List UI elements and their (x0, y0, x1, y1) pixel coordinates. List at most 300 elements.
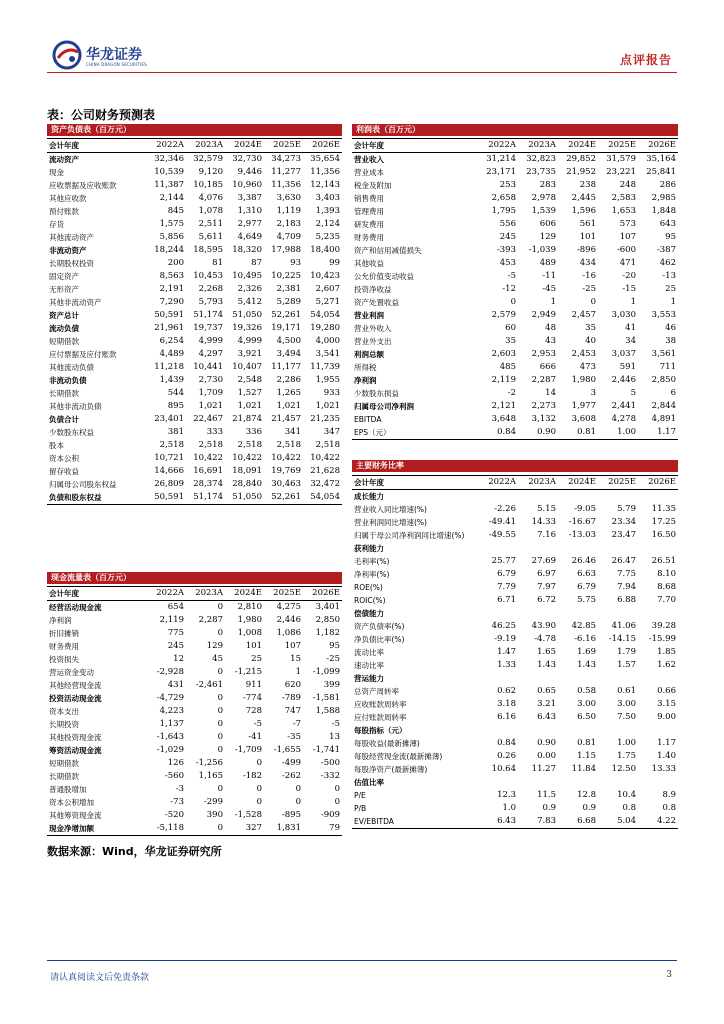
table-row (352, 283, 678, 296)
table-row (47, 822, 342, 836)
cell-value (638, 490, 678, 504)
cell-value: 25 (251, 654, 262, 664)
cell-value: -13 (662, 271, 676, 281)
table-row (47, 491, 342, 505)
cell-value: 200 (167, 258, 184, 268)
cell-value: 32,346 (154, 154, 184, 164)
cell-value: 286 (659, 180, 676, 190)
cell-value: -520 (164, 810, 184, 820)
cell-value: 1.33 (497, 660, 516, 670)
table-header-row (352, 476, 678, 490)
cell-value: -1,655 (273, 745, 301, 755)
cell-value: 0 (256, 784, 262, 794)
cell-value: -73 (170, 797, 184, 807)
cell-value: 10,407 (232, 362, 262, 372)
cell-value: 1.75 (617, 751, 636, 761)
table-row (352, 361, 678, 374)
cell-value: -41 (248, 732, 262, 742)
cell-value (638, 542, 678, 555)
cell-value: 561 (579, 219, 596, 229)
cashflow-title: 现金流量表（百万元） (47, 572, 342, 584)
row-label: 资本公积增加 (49, 798, 94, 807)
cell-value: 7.79 (497, 582, 516, 592)
table-row (352, 516, 678, 529)
cell-value: 51,050 (232, 310, 262, 320)
cell-value: 18,320 (232, 245, 262, 255)
cell-value: 16,691 (193, 466, 223, 476)
cell-value: 16.50 (651, 530, 676, 540)
cell-value: 6.79 (497, 569, 516, 579)
cell-value: -6.16 (574, 634, 596, 644)
table-row (352, 763, 678, 776)
row-label: 少数股东损益 (354, 389, 399, 398)
row-label: 其他流动负债 (49, 363, 94, 372)
cell-value: 12.8 (577, 790, 596, 800)
table-row (352, 620, 678, 633)
cell-value: 3,541 (315, 349, 340, 359)
cell-value: 19,280 (310, 323, 340, 333)
cell-value: 253 (499, 180, 516, 190)
cell-value: 2,286 (276, 375, 301, 385)
cell-value: -895 (281, 810, 301, 820)
cell-value: 14 (545, 388, 556, 398)
cell-value: 0.81 (558, 426, 598, 440)
cell-value: 1,980 (571, 375, 596, 385)
cell-value: 1,575 (159, 219, 184, 229)
cell-value (518, 672, 558, 685)
cell-value: 87 (251, 258, 262, 268)
cell-value: 32,730 (232, 154, 262, 164)
cell-value: -11 (542, 271, 556, 281)
table-row (352, 348, 678, 361)
cell-value: 245 (499, 232, 516, 242)
year-header: 2024E (558, 139, 598, 153)
cell-value: 485 (499, 362, 516, 372)
cell-value: 10,423 (310, 271, 340, 281)
cell-value: -3 (175, 784, 184, 794)
cell-value (638, 607, 678, 620)
cell-value: -7 (292, 719, 301, 729)
table-row (352, 205, 678, 218)
cell-value: 101 (579, 232, 596, 242)
cell-value: -2,461 (195, 680, 223, 690)
cell-value: -2,928 (156, 667, 184, 677)
cell-value: 10.64 (491, 764, 516, 774)
cell-value (518, 607, 558, 620)
cell-value: 11.84 (571, 764, 596, 774)
row-label: 流动比率 (354, 648, 384, 657)
cell-value: 2,119 (491, 375, 516, 385)
cell-value: 2,844 (651, 401, 676, 411)
cell-value: 2,953 (531, 349, 556, 359)
cell-value: 0.58 (577, 686, 596, 696)
cell-value: 6.97 (537, 569, 556, 579)
cell-value: 2,457 (571, 310, 596, 320)
cell-value: 0 (217, 706, 223, 716)
cell-value: 30,463 (271, 479, 301, 489)
row-label: 股本 (49, 441, 64, 450)
cell-value: 10.4 (617, 790, 636, 800)
row-label: 净负债比率(%) (354, 635, 405, 644)
cell-value: 15 (290, 654, 301, 664)
cell-value: 45 (212, 654, 223, 664)
table-row (47, 348, 342, 361)
cell-value: 23.34 (611, 517, 636, 527)
table-row (352, 555, 678, 568)
cell-value: 1.00 (598, 426, 638, 440)
cell-value: 17,988 (271, 245, 301, 255)
cell-value: -1,643 (156, 732, 184, 742)
row-label: 流动资产 (49, 155, 79, 164)
cell-value: 1 (630, 297, 636, 307)
year-header: 2023A (518, 476, 558, 490)
cell-value: 5,271 (315, 297, 340, 307)
cell-value: 7.94 (617, 582, 636, 592)
cell-value: 0.66 (657, 686, 676, 696)
cell-value: -5 (253, 719, 262, 729)
cell-value: 7.97 (537, 582, 556, 592)
cell-value: -1,039 (528, 245, 556, 255)
table-row (47, 653, 342, 666)
table-row (47, 770, 342, 783)
row-label: 负债和股东权益 (47, 491, 147, 505)
report-type: 点评报告 (619, 53, 672, 67)
table-row (47, 757, 342, 770)
cell-value: 1,977 (571, 401, 596, 411)
cell-value: -13.03 (568, 530, 596, 540)
table-row (47, 309, 342, 322)
cell-value: 42.85 (571, 621, 596, 631)
cell-value: 4,297 (198, 349, 223, 359)
cell-value: 7.75 (617, 569, 636, 579)
table-row (352, 542, 678, 555)
cell-value: 0 (217, 667, 223, 677)
header-divider (47, 72, 677, 73)
table-row (47, 614, 342, 627)
cell-value: 1,086 (276, 628, 301, 638)
row-label: 资产总计 (49, 311, 79, 320)
cell-value: 2,191 (159, 284, 184, 294)
table-row (47, 153, 342, 167)
table-row (352, 802, 678, 815)
cell-value: 1,310 (237, 206, 262, 216)
cell-value: 4,275 (276, 602, 301, 612)
table-row (352, 270, 678, 283)
cell-value: -49.41 (488, 517, 516, 527)
cell-value: 399 (323, 680, 340, 690)
table-row (352, 646, 678, 659)
table-row (47, 692, 342, 705)
row-label: 估值比率 (354, 778, 384, 787)
year-header: 2023A (518, 139, 558, 153)
cell-value (558, 542, 598, 555)
row-label: 公允价值变动收益 (354, 272, 414, 281)
cell-value: 3 (590, 388, 596, 398)
cell-value: 747 (284, 706, 301, 716)
table-row (47, 296, 342, 309)
row-label: 存货 (49, 220, 64, 229)
cell-value: 8.9 (662, 790, 676, 800)
cell-value: 1,265 (276, 388, 301, 398)
cell-value: 0 (510, 297, 516, 307)
cell-value: 10,495 (232, 271, 262, 281)
table-row (47, 744, 342, 757)
cell-value: 11,387 (154, 180, 184, 190)
row-label: 营业利润 (354, 311, 384, 320)
row-label: 现金净增加额 (47, 822, 147, 836)
cell-value: -1,581 (312, 693, 340, 703)
row-label: 现金 (49, 168, 64, 177)
cell-value (518, 776, 558, 789)
cell-value: 333 (206, 427, 223, 437)
table-row (352, 607, 678, 620)
cell-value: 60 (505, 323, 516, 333)
cell-value: 51,174 (186, 491, 225, 505)
cell-value: -1,709 (234, 745, 262, 755)
cell-value (598, 724, 638, 737)
cell-value: -2 (507, 388, 516, 398)
cell-value: 23,735 (526, 167, 556, 177)
cell-value: 31,579 (606, 154, 636, 164)
table-row (47, 452, 342, 465)
row-label: 每股净资产(最新摊薄) (354, 765, 428, 774)
cell-value: 933 (323, 388, 340, 398)
row-label: 负债合计 (49, 415, 79, 424)
cell-value (558, 672, 598, 685)
cell-value: 8.68 (657, 582, 676, 592)
table-row (47, 166, 342, 179)
cell-value: 0 (217, 784, 223, 794)
cell-value: 26.46 (571, 556, 596, 566)
cell-value: 0.90 (518, 426, 558, 440)
cell-value: 11.35 (651, 504, 676, 514)
cell-value: 0 (295, 784, 301, 794)
row-label: 每股指标（元） (354, 726, 407, 735)
row-label: 资本支出 (49, 707, 79, 716)
cell-value: 18,595 (193, 245, 223, 255)
cell-value: 0 (217, 719, 223, 729)
row-label: 速动比率 (354, 661, 384, 670)
cell-value: 10,422 (193, 453, 223, 463)
cell-value (558, 776, 598, 789)
row-label: 预付账款 (49, 207, 79, 216)
cell-value: 4,000 (315, 336, 340, 346)
table-row (47, 322, 342, 335)
table-row (352, 737, 678, 750)
table-row (47, 335, 342, 348)
cell-value: 643 (659, 219, 676, 229)
cell-value: 6.43 (537, 712, 556, 722)
cell-value: 5,235 (315, 232, 340, 242)
row-label: 营运资金变动 (49, 668, 94, 677)
cell-value: 26.47 (611, 556, 636, 566)
table-row (47, 179, 342, 192)
cell-value: 2,548 (237, 375, 262, 385)
cell-value: 8.10 (657, 569, 676, 579)
table-row (47, 231, 342, 244)
table-row (352, 231, 678, 244)
cell-value (598, 607, 638, 620)
cell-value: 1,021 (237, 401, 262, 411)
cell-value: 0 (256, 758, 262, 768)
year-header: 2025E (598, 139, 638, 153)
cell-value: 10,539 (154, 167, 184, 177)
cell-value: 6.79 (577, 582, 596, 592)
row-label: 资产负债率(%) (354, 622, 405, 631)
cell-value: 11,739 (310, 362, 340, 372)
row-label: 资产处置收益 (354, 298, 399, 307)
cell-value: 1,980 (237, 615, 262, 625)
cell-value: 5,412 (237, 297, 262, 307)
cell-value: 2,453 (571, 349, 596, 359)
cell-value: 0.84 (478, 426, 518, 440)
cell-value (518, 724, 558, 737)
cell-value: 0 (186, 822, 225, 836)
row-label: 营业成本 (354, 168, 384, 177)
cell-value: 0.62 (497, 686, 516, 696)
cell-value: -393 (496, 245, 516, 255)
cell-value: 23,171 (486, 167, 516, 177)
cell-value: -25 (326, 654, 340, 664)
table-row (47, 705, 342, 718)
table-row (352, 776, 678, 789)
cell-value: 5.75 (577, 595, 596, 605)
row-label: 销售费用 (354, 194, 384, 203)
row-label: 成长能力 (354, 492, 384, 501)
table-row (47, 718, 342, 731)
balance-sheet-title: 资产负债表（百万元） (47, 124, 342, 136)
cell-value: 7,290 (159, 297, 184, 307)
cell-value: 2,287 (531, 375, 556, 385)
year-header: 2025E (264, 587, 303, 601)
table-row (352, 309, 678, 322)
cell-value: 4,891 (651, 414, 676, 424)
cell-value (478, 490, 518, 504)
year-header: 2023A (186, 139, 225, 153)
cell-value: 2,273 (531, 401, 556, 411)
cell-value: 51,050 (225, 491, 264, 505)
cell-value: -5 (331, 719, 340, 729)
cell-value: 26.51 (651, 556, 676, 566)
row-label: 财务费用 (49, 642, 79, 651)
cell-value: 13.33 (651, 764, 676, 774)
table-row (352, 724, 678, 737)
cell-value: 4.22 (638, 815, 678, 829)
cell-value: 3.00 (577, 699, 596, 709)
cell-value: 6 (670, 388, 676, 398)
cell-value: 2,579 (491, 310, 516, 320)
row-label: EV/EBITDA (352, 815, 478, 829)
table-row (352, 568, 678, 581)
table-row (352, 633, 678, 646)
cell-value: 1,182 (315, 628, 340, 638)
row-label: 财务费用 (354, 233, 384, 242)
row-label: 留存收益 (49, 467, 79, 476)
cell-value: 3,387 (237, 193, 262, 203)
cell-value (478, 776, 518, 789)
cell-value (478, 542, 518, 555)
cell-value: 10,185 (193, 180, 223, 190)
cell-value: 1,021 (198, 401, 223, 411)
cell-value: 81 (212, 258, 223, 268)
cell-value: 711 (659, 362, 676, 372)
cell-value (598, 542, 638, 555)
cell-value: 2,977 (237, 219, 262, 229)
cell-value: -1,256 (195, 758, 223, 768)
table-row (47, 640, 342, 653)
row-label: 长期股权投资 (49, 259, 94, 268)
header-label: 会计年度 (352, 139, 478, 153)
cell-value: 620 (284, 680, 301, 690)
header-label: 会计年度 (352, 476, 478, 490)
cell-value (598, 672, 638, 685)
cell-value (478, 724, 518, 737)
table-row (47, 192, 342, 205)
cell-value: 1.85 (657, 647, 676, 657)
cell-value: 462 (659, 258, 676, 268)
cell-value: 2,326 (237, 284, 262, 294)
row-label: 归属于母公司净利润同比增速(%) (354, 531, 465, 540)
cell-value: 1,848 (651, 206, 676, 216)
cell-value: -9.19 (494, 634, 516, 644)
cell-value: 6.72 (537, 595, 556, 605)
row-label: 获利能力 (354, 544, 384, 553)
cell-value (638, 672, 678, 685)
cell-value: 0 (295, 797, 301, 807)
income-statement-title: 利润表（百万元） (352, 124, 678, 136)
cell-value: 12,143 (310, 180, 340, 190)
cell-value: 5,289 (276, 297, 301, 307)
row-label: 税金及附加 (354, 181, 392, 190)
cell-value (558, 490, 598, 504)
cell-value: 3.18 (497, 699, 516, 709)
cell-value: -1,741 (312, 745, 340, 755)
cell-value: 51,174 (193, 310, 223, 320)
cell-value: 2,121 (491, 401, 516, 411)
cell-value: 6,254 (159, 336, 184, 346)
row-label: 筹资活动现金流 (49, 746, 102, 755)
cell-value: 390 (206, 810, 223, 820)
table-row (352, 166, 678, 179)
cell-value: 11,356 (271, 180, 301, 190)
row-label: 每股收益(最新摊薄) (354, 739, 420, 748)
table-row (47, 270, 342, 283)
cell-value: 11.27 (531, 764, 556, 774)
table-row (352, 581, 678, 594)
cell-value: 2,445 (571, 193, 596, 203)
cell-value: 1.62 (657, 660, 676, 670)
cell-value: 0.90 (537, 738, 556, 748)
cell-value: 5.79 (617, 504, 636, 514)
table-row (47, 783, 342, 796)
cell-value (478, 672, 518, 685)
cell-value: 7.16 (537, 530, 556, 540)
cell-value: 2,603 (491, 349, 516, 359)
table-row (352, 192, 678, 205)
cell-value: 0.00 (537, 751, 556, 761)
cell-value: 19,769 (271, 466, 301, 476)
table-row (47, 387, 342, 400)
cell-value: 434 (579, 258, 596, 268)
cell-value: -12 (502, 284, 516, 294)
table-row (47, 478, 342, 491)
cell-value: 1.47 (497, 647, 516, 657)
row-label: 营业收入 (354, 155, 384, 164)
cell-value (518, 542, 558, 555)
cell-value: 4,649 (237, 232, 262, 242)
year-header: 2026E (638, 139, 678, 153)
cell-value: 21,874 (232, 414, 262, 424)
